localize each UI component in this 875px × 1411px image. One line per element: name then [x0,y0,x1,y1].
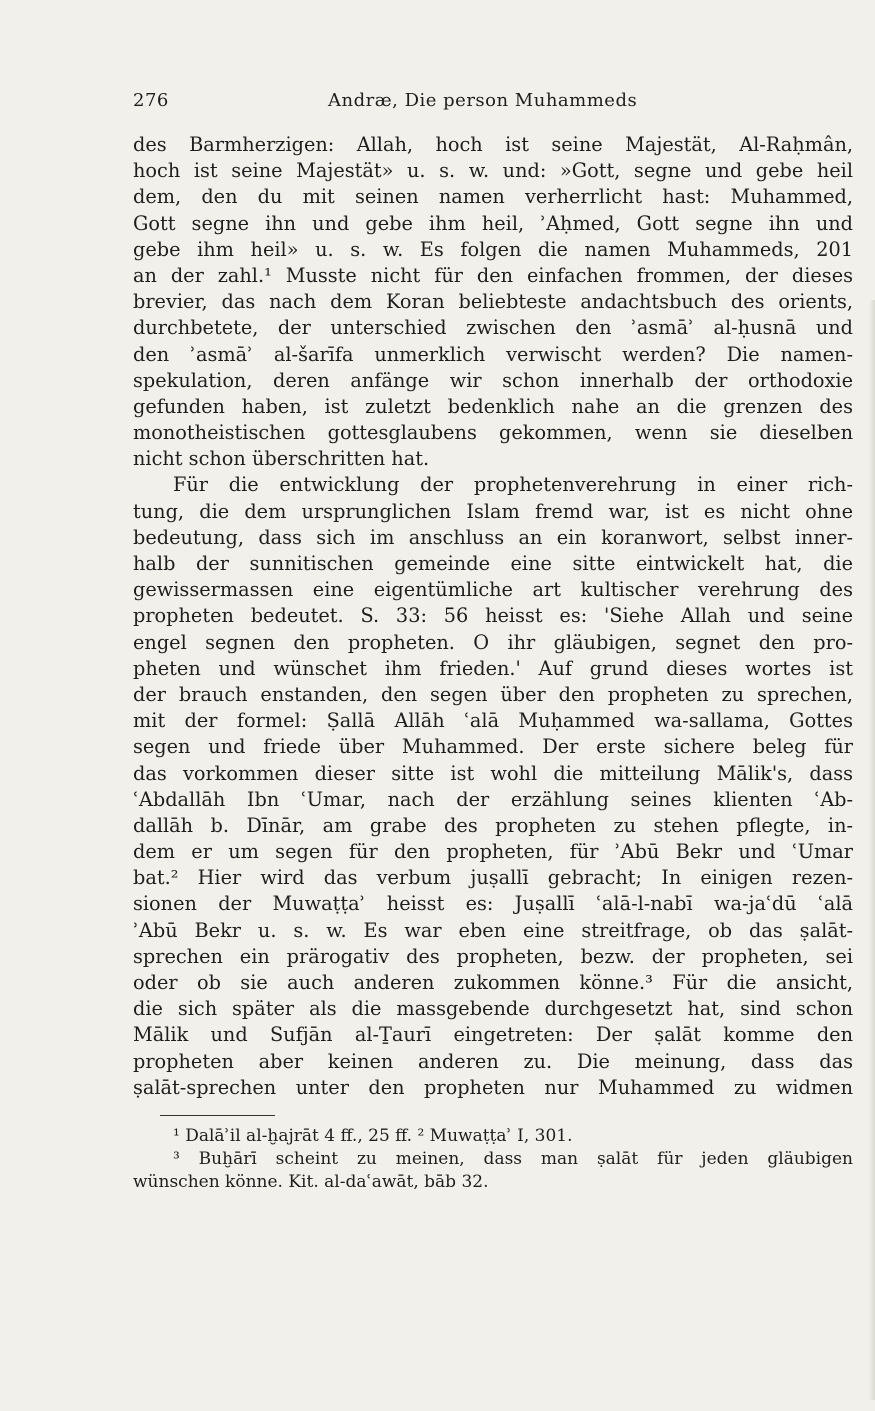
text-line: durchbetete, der unterschied zwischen den ʾasmāʾ al-ḥusnā und [133,316,853,340]
text-line: propheten aber keinen anderen zu. Die meinung, dass das [133,1049,853,1073]
text-line: gewissermassen eine eigentümliche art kultischer verehrung des [133,578,853,602]
footnotes [133,1125,853,1194]
text-line: sionen der Muwaṭṭaʾ heisst es: Juṣallī ʿalā-l-nabī wa-jaʿdū ʿalā [133,892,853,916]
page-number: 276 [133,90,169,111]
text-line: ʾAbū Bekr u. s. w. Es war eben eine streitfrage, ob das ṣalāt- [133,918,853,942]
text-line: Mālik und Sufjān al-Ṯaurī eingetreten: Der ṣalāt komme den [133,1023,853,1047]
text-line: segen und friede über Muhammed. Der erste sichere beleg für [133,735,853,759]
text-line: engel segnen den propheten. O ihr gläubigen, segnet den pro- [133,630,853,654]
text-line: mit der formel: Ṣallā Allāh ʿalā Muḥammed wa-sallama, Gottes [133,709,853,733]
text-line: sprechen ein prärogativ des propheten, bezw. der propheten, sei [133,944,853,968]
text-line: Gott segne ihn und gebe ihm heil, ʾAḥmed, Gott segne ihn und [133,211,853,235]
text-line: gefunden haben, ist zuletzt bedenklich nahe an die grenzen des [133,394,853,418]
text-line: bat.² Hier wird das verbum juṣallī gebracht; In einigen rezen- [133,866,853,890]
text-line: ṣalāt-sprechen unter den propheten nur Muhammed zu widmen [133,1075,853,1099]
text-line: hoch ist seine Majestät» u. s. w. und: »Gott, segne und gebe heil [133,159,853,183]
footnote-divider [160,1115,275,1116]
text-line: Für die entwicklung der prophetenverehrung in einer rich- [173,473,853,497]
body-text [133,132,853,1101]
text-line: die sich später als die massgebende durchgesetzt hat, sind schon [133,997,853,1021]
text-line: gebe ihm heil» u. s. w. Es folgen die namen Muhammeds, 201 [133,237,853,261]
text-line: an der zahl.¹ Musste nicht für den einfachen frommen, der dieses [133,263,853,287]
footnote-line: ³ Buḫārī scheint zu meinen, dass man ṣalāt für jeden gläubigen [173,1149,853,1169]
text-line: nicht schon überschritten hat. [133,447,430,471]
text-line: dem, den du mit seinen namen verherrlicht hast: Muhammed, [133,185,853,209]
text-line: das vorkommen dieser sitte ist wohl die mitteilung Mālik's, dass [133,761,853,785]
text-line: brevier, das nach dem Koran beliebteste andachtsbuch des orients, [133,290,853,314]
text-line: halb der sunnitischen gemeinde eine sitte eintwickelt hat, die [133,552,853,575]
text-line: den ʾasmāʾ al-šarīfa unmerklich verwischt werden? Die namen- [133,342,853,366]
text-line: pheten und wünschet ihm frieden.' Auf grund dieses wortes ist [133,656,853,680]
text-line: bedeutung, dass sich im anschluss an ein koranwort, selbst inner- [133,525,853,549]
text-line: tung, die dem ursprunglichen Islam fremd war, ist es nicht ohne [133,499,853,523]
footnote-line: ¹ Dalāʾil al-ḫajrāt 4 ff., 25 ff. ² Muwaṭṭaʾ I, 301. [173,1126,573,1146]
text-line: spekulation, deren anfänge wir schon innerhalb der orthodoxie [133,368,853,392]
text-line: oder ob sie auch anderen zukommen könne.³ Für die ansicht, [133,971,853,994]
text-line: monotheistischen gottesglaubens gekommen, wenn sie dieselben [133,421,853,445]
text-line: dallāh b. Dīnār, am grabe des propheten zu stehen pflegte, in- [133,813,853,837]
text-line: der brauch enstanden, den segen über den propheten zu sprechen, [133,682,853,706]
page-edge-shadow [869,300,875,1400]
text-line: propheten bedeutet. S. 33: 56 heisst es: 'Siehe Allah und seine [133,604,853,628]
running-title: Andræ, Die person Muhammeds [328,90,638,111]
text-line: dem er um segen für den propheten, für ʾAbū Bekr und ʿUmar [133,840,853,864]
text-line: ʿAbdallāh Ibn ʿUmar, nach der erzählung seines klienten ʿAb- [133,787,853,811]
footnote-line: wünschen könne. Kit. al-daʿawāt, bāb 32. [133,1172,489,1192]
text-line: des Barmherzigen: Allah, hoch ist seine Majestät, Al-Raḥmân, [133,133,853,156]
